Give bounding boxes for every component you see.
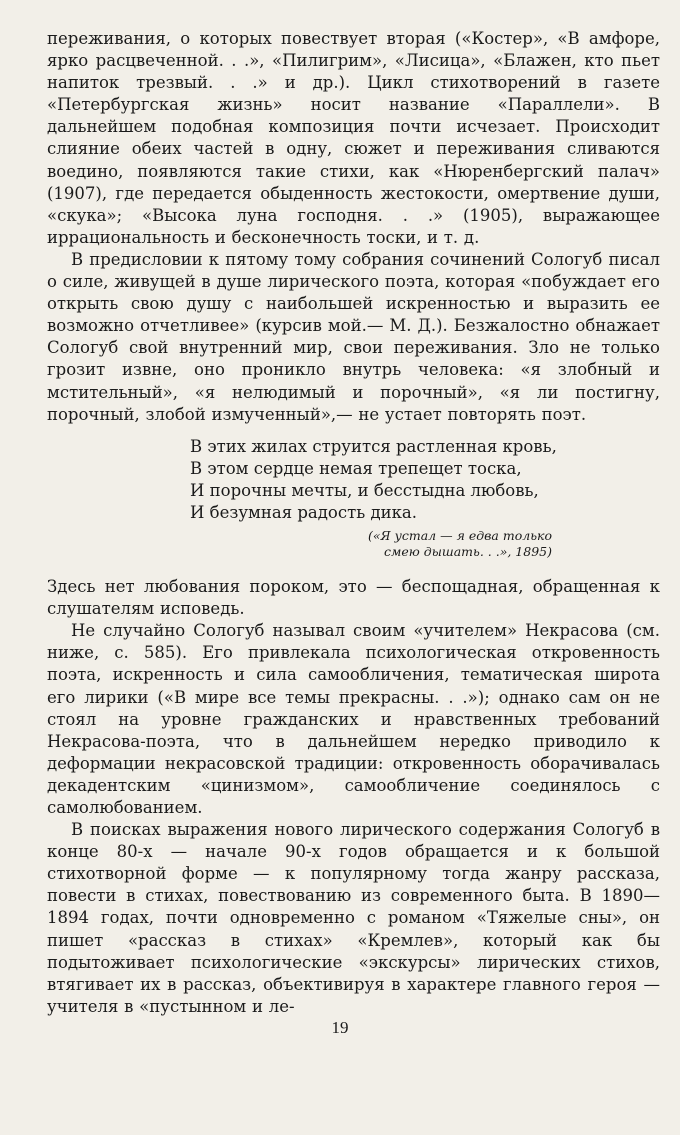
attribution-line: («Я устал — я едва только (368, 528, 552, 544)
verse-line: В этом сердце немая трепещет тоска, (190, 458, 522, 478)
page-number: 19 (331, 1018, 349, 1037)
paragraph-1: переживания, о которых повествует вторая («Костер», «В амфоре, ярко расцвеченной. . .», «Пилигрим», «Лисица», «Блажен, кто пьет напиток трезвый. . .» и др.). Цикл стихотворений в газете «Петербургская жизнь» носит название «Параллели». В дальнейшем подобная композиция почти исчезает. Происходит слияние обеих частей в одну, сюжет и переживания сливаются воедино, появляются такие стихи, как «Нюренбергский палач» (1907), где передается обыденность жестокости, омертвение души, «скука»; «Высока луна господня. . .» (1905), выражающее иррациональность и бесконечность тоски, и т. д. (47, 29, 660, 247)
poem-attribution (352, 528, 552, 560)
paragraph-2: В предисловии к пятому тому собрания сочинений Сологуб писал о силе, живущей в душе лирического поэта, которая «побуждает его открыть свою душу с наибольшей искренностью и выразить ее возможно отчетливее» (курсив мой.— М. Д.). Безжалостно обнажает Сологуб свой внутренний мир, свои переживания. Зло не только грозит извне, оно проникло внутрь человека: «я злобный и мстительный», «я нелюдимый и порочный», «я ли постигну, порочный, злобой измученный»,— не устает повторять поэт. (47, 249, 660, 424)
paragraph-3: Здесь нет любования пороком, это — беспощадная, обращенная к слушателям исповедь. (47, 577, 660, 619)
poem-quote (190, 436, 660, 524)
attribution-line: смею дышать. . .», 1895) (384, 544, 552, 560)
paragraph-5: В поисках выражения нового лирического содержания Сологуб в конце 80-х — начале 90-х годов обращается и к большой стихотворной форме — к популярному тогда жанру рассказа, повести в стихах, повествованию из современного быта. В 1890—1894 годах, почти одновременно с романом «Тяжелые сны», он пишет «рассказ в стихах» «Кремлев», который как бы подытоживает психологические «экскурсы» лирических стихов, втягивает их в рассказ, объективируя в характере главного героя — учителя в «пустынном и ле- (47, 820, 660, 1016)
verse-line: И безумная радость дика. (190, 502, 418, 522)
book-page (47, 28, 660, 1018)
verse-line: В этих жилах струится растленная кровь, (190, 436, 557, 456)
paragraph-4: Не случайно Сологуб называл своим «учителем» Некрасова (см. ниже, с. 585). Его привлекала психологическая откровенность поэта, искренность и сила самообличения, тематическая широта его лирики («В мире все темы прекрасны. . .»); однако сам он не стоял на уровне гражданских и нравственных требований Некрасова-поэта, что в дальнейшем нередко приводило к деформации некрасовской традиции: откровенность оборачивалась декадентским «цинизмом», самообличение соединялось с самолюбованием. (47, 621, 660, 817)
verse-line: И порочны мечты, и бесстыдна любовь, (190, 480, 539, 500)
